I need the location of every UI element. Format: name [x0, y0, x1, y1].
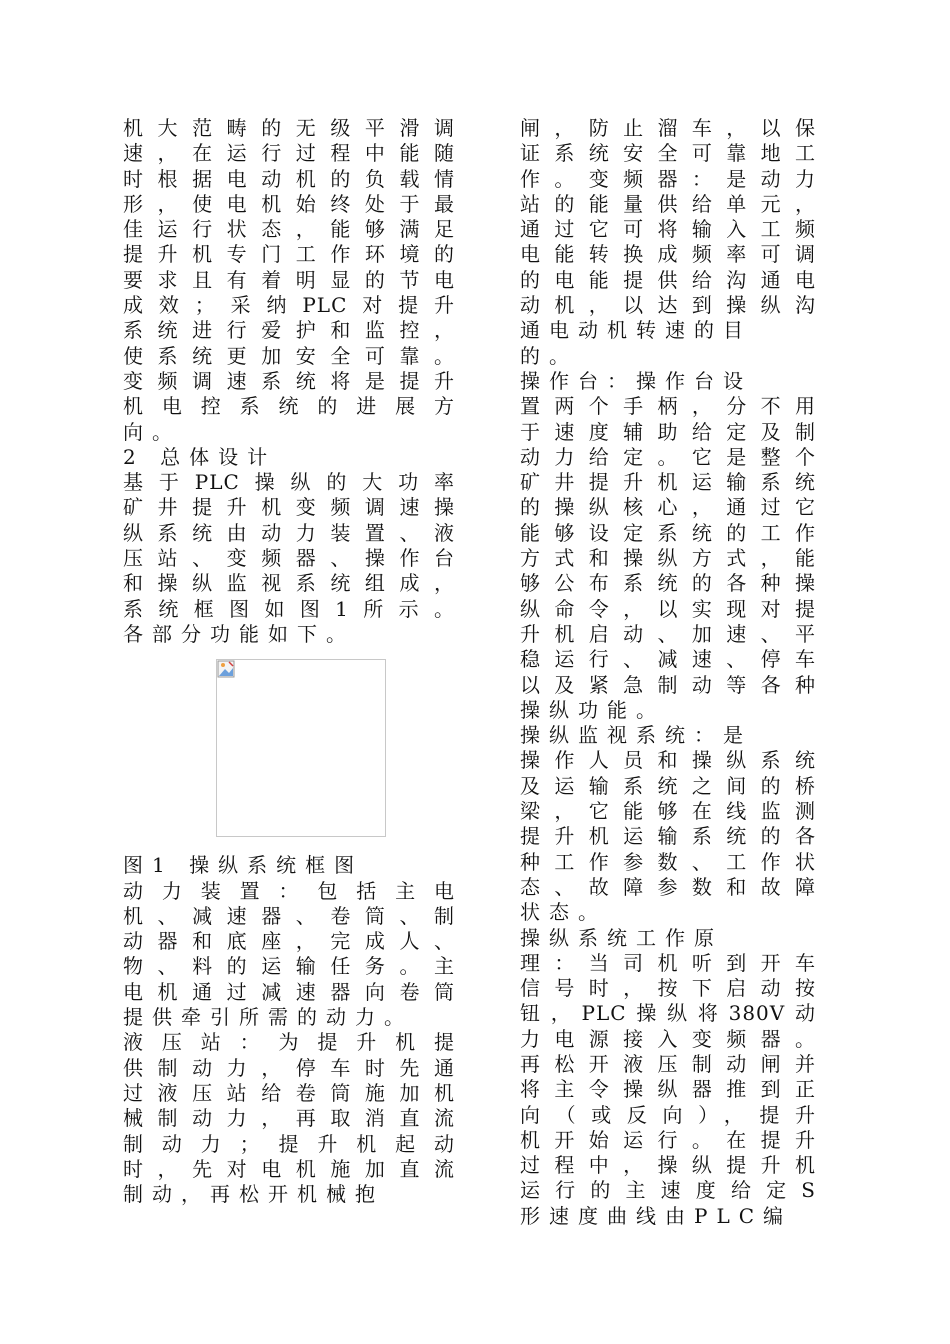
text-line: 梁，它能够在线监测: [520, 799, 816, 824]
text-line: 运行的主速度给定S: [520, 1178, 816, 1203]
text-line: 通电动机转速的目: [520, 318, 752, 343]
text-line: 向。: [123, 419, 181, 444]
text-line: 证系统安全可靠地工: [520, 141, 816, 166]
figure-caption: 图1 操纵系统框图: [123, 853, 364, 878]
text-line: 信号时，按下启动按: [520, 976, 816, 1001]
text-line: 变频调速系统将是提升: [123, 368, 455, 393]
text-line: 液压站：为提升机提: [123, 1030, 455, 1055]
text-line: 机、减速器、卷筒、制: [123, 903, 455, 928]
text-line: 和操纵监视系统组成，: [123, 571, 455, 596]
text-line: 操纵监视系统：是: [520, 723, 752, 748]
text-line: 制动力；提升机起动: [123, 1131, 455, 1156]
text-line: 系统进行爱护和监控，: [123, 318, 455, 343]
text-line: 操作人员和操纵系统: [520, 748, 816, 773]
text-line: 升机启动、加速、平: [520, 621, 816, 646]
text-line: 供制动力，停车时先通: [123, 1055, 455, 1080]
text-line: 机开始运行。在提升: [520, 1127, 816, 1152]
text-line: 操作台：操作台设: [520, 368, 752, 393]
right-column: [520, 116, 816, 1229]
text-line: 物、料的运输任务。主: [123, 954, 455, 979]
text-line: 要求且有着明显的节电: [123, 267, 455, 292]
text-line: 置两个手柄，分不用: [520, 394, 816, 419]
text-line: 动机，以达到操纵沟: [520, 293, 816, 318]
text-line: 态、故障参数和故障: [520, 874, 816, 899]
text-line: 能够设定系统的工作: [520, 520, 816, 545]
text-line: 力电源接入变频器。: [520, 1026, 816, 1051]
text-line: 基于PLC操纵的大功率: [123, 470, 455, 495]
text-line: 向（或反向），提升: [520, 1102, 816, 1127]
broken-image-icon: [217, 660, 235, 678]
text-line: 的。: [520, 343, 578, 368]
text-line: 矿井提升机变频调速操: [123, 495, 455, 520]
text-line: 电能转换成频率可调: [520, 242, 816, 267]
text-line: 纵系统由动力装置、液: [123, 520, 455, 545]
text-line: 的操纵核心，通过它: [520, 495, 816, 520]
text-line: 及运输系统之间的桥: [520, 773, 816, 798]
text-line: 成效；采纳PLC对提升: [123, 293, 455, 318]
text-line: 机电控系统的进展方: [123, 394, 455, 419]
text-line: 于速度辅助给定及制: [520, 419, 816, 444]
text-line: 速，在运行过程中能随: [123, 141, 455, 166]
text-line: 时，先对电机施加直流: [123, 1156, 455, 1181]
text-line: 的电能提供给沟通电: [520, 267, 816, 292]
text-line: 使系统更加安全可靠。: [123, 343, 455, 368]
text-line: 形，使电机始终处于最: [123, 191, 455, 216]
figure-image-placeholder: [216, 659, 386, 837]
text-line: 稳运行、减速、停车: [520, 647, 816, 672]
paragraph-overview: [123, 470, 455, 647]
text-line: 闸，防止溜车，以保: [520, 116, 816, 140]
text-line: 制动，再松开机械抱: [123, 1182, 384, 1207]
text-line: 够公布系统的各种操: [520, 571, 816, 596]
text-line: 以及紧急制动等各种: [520, 672, 816, 697]
text-line: 提供牵引所需的动力。: [123, 1005, 413, 1030]
left-column: [123, 116, 455, 1207]
text-line: 种工作参数、工作状: [520, 849, 816, 874]
text-line: 过液压站给卷筒施加机: [123, 1080, 455, 1105]
text-line: 动力给定。它是整个: [520, 444, 816, 469]
text-line: 各部分功能如下。: [123, 621, 355, 646]
text-line: 机大范畴的无级平滑调: [123, 116, 455, 140]
text-line: 再松开液压制动闸并: [520, 1051, 816, 1076]
text-line: 系统框图如图1所示。: [123, 596, 455, 621]
text-line: 压站、变频器、操作台: [123, 546, 455, 571]
text-line: 动力装置：包括主电: [123, 878, 455, 903]
text-line: 方式和操纵方式，能: [520, 546, 816, 571]
text-line: 将主令操纵器推到正: [520, 1077, 816, 1102]
text-line: 状态。: [520, 900, 607, 925]
text-line: 作。变频器：是动力: [520, 166, 816, 191]
text-line: 形速度曲线由PLC编: [520, 1203, 793, 1228]
text-line: 时根据电动机的负载情: [123, 166, 455, 191]
text-line: 通过它可将输入工频: [520, 217, 816, 242]
text-line: 纵命令，以实现对提: [520, 596, 816, 621]
text-line: 矿井提升机运输系统: [520, 470, 816, 495]
text-line: 操纵系统工作原: [520, 925, 723, 950]
text-line: 电机通过减速器向卷筒: [123, 979, 455, 1004]
text-line: 提升机运输系统的各: [520, 824, 816, 849]
text-line: 械制动力，再取消直流: [123, 1106, 455, 1131]
paragraph-intro: [123, 116, 455, 445]
text-line: 理：当司机听到开车: [520, 950, 816, 975]
text-line: 站的能量供给单元，: [520, 191, 816, 216]
text-line: 钮，PLC操纵将380V动: [520, 1001, 816, 1026]
paragraph-components: [123, 879, 455, 1208]
section-heading: 2 总体设计: [123, 444, 277, 469]
text-line: 提升机专门工作环境的: [123, 242, 455, 267]
text-line: 佳运行状态，能够满足: [123, 217, 455, 242]
text-line: 过程中，操纵提升机: [520, 1153, 816, 1178]
text-line: 操纵功能。: [520, 697, 665, 722]
text-line: 动器和底座，完成人、: [123, 929, 455, 954]
